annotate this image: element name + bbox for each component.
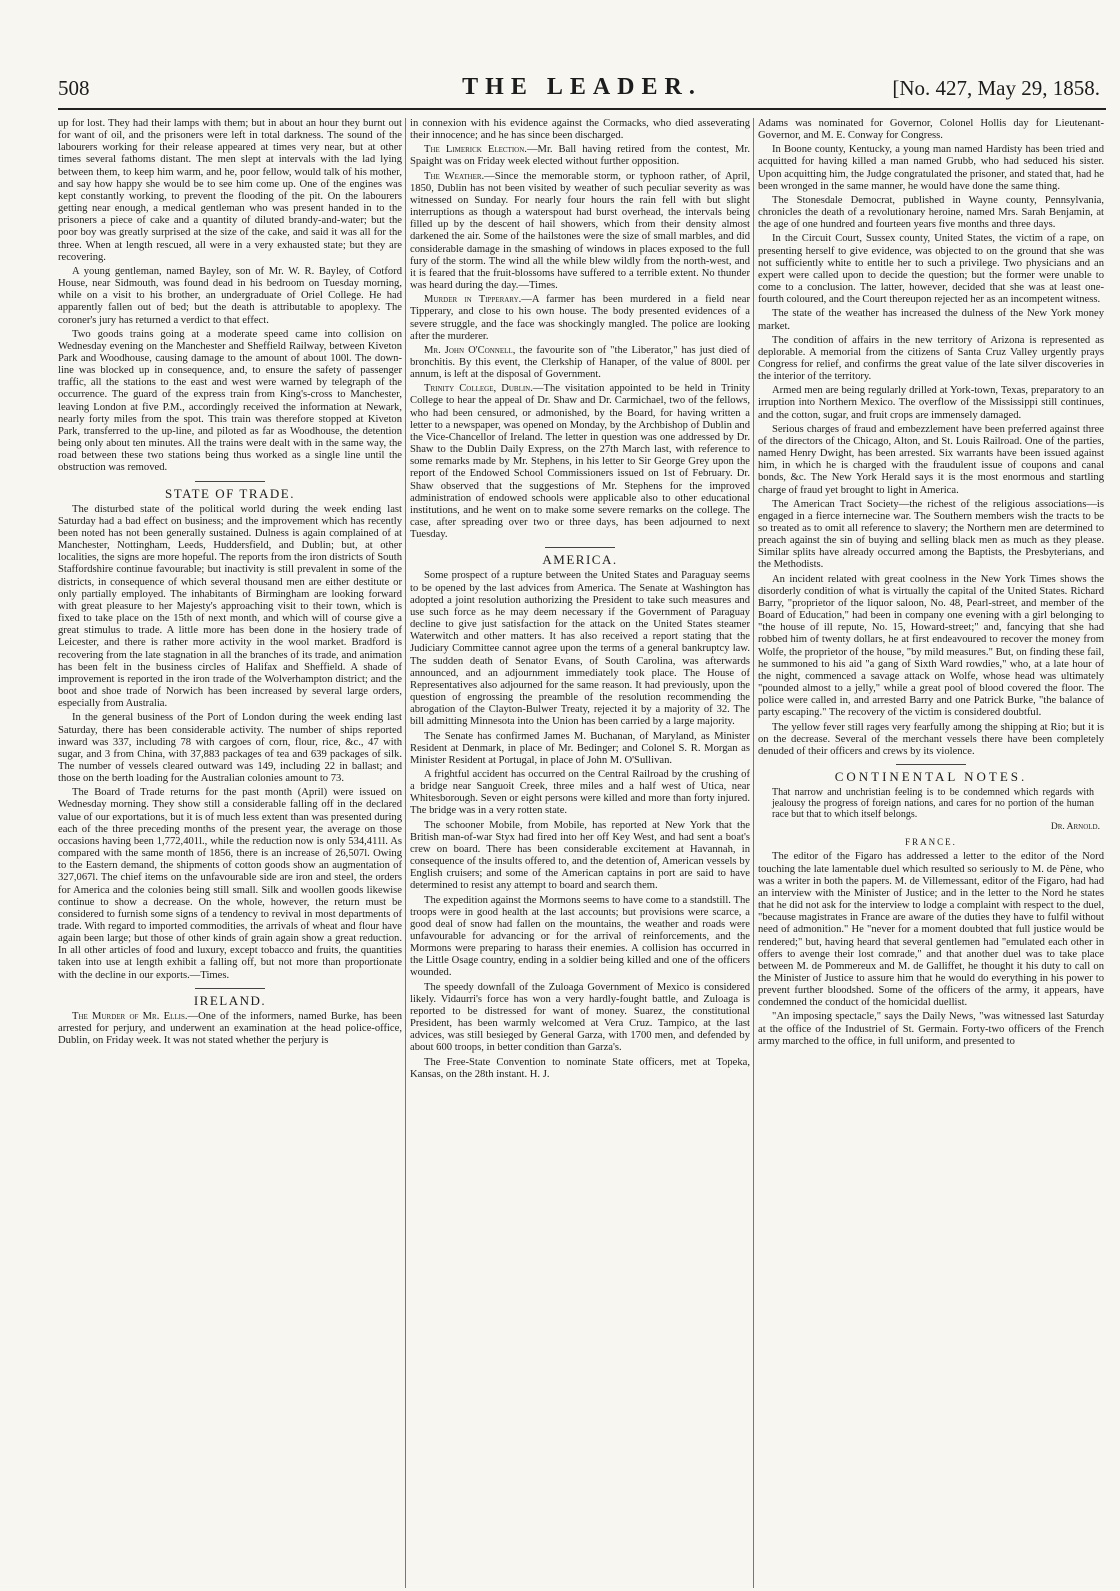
article-paragraph: The Senate has confirmed James M. Buchanan, of Maryland, as Minister Resident at Denmark, in place of Mr. Bedinger; and Colonel S. R. Morgan as Minister Resident at Portugal, in place of John M. O'Sullivan. xyxy=(410,730,750,766)
item-lead: Trinity College, Dublin. xyxy=(424,383,533,395)
article-paragraph xyxy=(410,294,750,343)
article-paragraph: The American Tract Society—the richest of the religious associations—is engaged in a fierce internecine war. The Southern members wish the tracts to be so treated as to omit all reference to slavery; the Northern men are determined to preach against the sin of buying and selling black men as much as they please. Similar splits have already occurred among the Baptists, the Presbyterians, and the Methodists. xyxy=(758,498,1104,571)
item-lead: Mr. John O'Connell, xyxy=(424,344,516,356)
item-lead: The Limerick Election. xyxy=(424,144,527,156)
section-rule xyxy=(195,988,265,989)
item-text: —A farmer has been murdered in a field near Tipperary, and close to his own house. The body presented evidences of a severe struggle, and the face was shockingly mangled. The police are looking after the murderer. xyxy=(410,294,750,342)
issue-info: [No. 427, May 29, 1858. xyxy=(892,76,1100,100)
article-paragraph: In the general business of the Port of London during the week ending last Saturday, there has been considerable activity. The number of ships reported inward was 337, including 78 with cargoes of corn, flour, rice, &c., 47 with sugar, and 3 from China, with 37,883 packages of tea and 639 packages of silk. The number of vessels cleared outward was 149, including 22 in ballast; and those on the berth loading for the Australian colonies amount to 73. xyxy=(58,712,402,785)
article-paragraph: The condition of affairs in the new territory of Arizona is represented as deplorable. A memorial from the citizens of Santa Cruz Valley urgently prays Congress for relief, and confirms the great value of the late silver discoveries in the interior of the territory. xyxy=(758,334,1104,383)
article-paragraph: up for lost. They had their lamps with them; but in about an hour they burnt out for want of oil, and the prisoners were left in total darkness. The sound of the labourers working for their release appeared at times very near, but at other times several fathoms distant. The men slept at intervals with the lad lying between them, to keep him warm, and he, poor fellow, would talk of his mother, and say how happy she would be to see him come up. One of the engines was kept constantly working, to prevent the flooding of the pit. On the labourers getting near enough, a medical gentleman who was present handed in to the prisoners a piece of cake and a quantity of diluted brandy-and-water; but the poor boy was greatly surprised at the size of the cake, and said it was all for the three. When at length rescued, all were in a very exhausted state; but they are recovering. xyxy=(58,118,402,263)
epigraph-quote: That narrow and unchristian feeling is to be condemned which regards with jealousy the progress of foreign nations, and cares for no portion of the human race but that to which itself belongs. xyxy=(772,787,1094,821)
item-lead: The Weather. xyxy=(424,170,485,182)
article-paragraph xyxy=(410,383,750,541)
section-rule xyxy=(195,481,265,482)
article-paragraph: Adams was nominated for Governor, Colonel Hollis day for Lieutenant-Governor, and M. E. Conway for Congress. xyxy=(758,118,1104,142)
article-paragraph: The yellow fever still rages very fearfully among the shipping at Rio; but it is on the decrease. Several of the merchant vessels there have been completely denuded of their officers and crews by its violence. xyxy=(758,721,1104,757)
item-lead: Murder in Tipperary. xyxy=(424,294,522,306)
item-text: the favourite son of "the Liberator," has just died of bronchitis. By this event, the Clerkship of Hanaper, of the value of 800l. per annum, is left at the disposal of Government. xyxy=(410,344,750,381)
item-text: —Mr. Ball having retired from the contest, Mr. Spaight was on Friday week elected without further opposition. xyxy=(410,144,750,168)
article-paragraph: Serious charges of fraud and embezzlement have been preferred against three of the directors of the Chicago, Alton, and St. Louis Railroad. One of the parties, named Henry Dwight, has been arrested. Six warrants have been issued against him, in which he is charged with the fraudulent issue of coupons and canal bonds, &c. The New York Herald says it is the most enormous and startling charge of fraud yet brought to light in America. xyxy=(758,423,1104,496)
subheading-france: FRANCE. xyxy=(905,837,957,848)
column-3 xyxy=(758,118,1104,1588)
article-paragraph: Two goods trains going at a moderate speed came into collision on Wednesday evening on the Manchester and Sheffield Railway, between Kiveton Park and Woodhouse, causing damage to the amount of about 100l. The down-line was blocked up in consequence, and, to ensure the safety of passenger traffic, all the stations to the east and west were warned by telegraph of the occurrence. The guard of the express train from King's-cross to Manchester, leaving London at five P.M., accordingly received the information at Newark, nearly forty miles from the spot. This train was therefore stopped at Kiveton Park, transferred to the up-line, and piloted as far as Woodhouse, the detention being only about ten minutes. All the trains were dealt with in the same way, the road between these two stations being thus worked as a single line until the obstruction was removed. xyxy=(58,328,402,474)
article-paragraph: The Board of Trade returns for the past month (April) were issued on Wednesday morning. They show still a considerable falling off in the declared value of our exportations, but it is of much less extent than was presented during each of the three preceding months of the present year, the average on those occasions having been 1,772,401l., while the reduction now is only 534,411l. As compared with the same month of 1856, there is an increase of 26,507l. Owing to the Eastern demand, the shipments of cotton goods show an augmentation of 327,067l. The chief items on the unfavourable side are iron and steel, the orders for America and the colonies being still small. Silk and woollen goods likewise continue to show a decrease. On the whole, however, the return must be considered to furnish some signs of a tendency to revival in most departments of trade. With regard to imported commodities, the arrivals of wheat and flour have again been large; but those of other kinds of grain again show a great reduction. In all other articles of food and luxury, except tobacco and fruits, the quantities taken into use at length exhibit a falling off, but not more than proportionate with the decline in our exports.—Times. xyxy=(58,787,402,981)
item-text: —Since the memorable storm, or typhoon rather, of April, 1850, Dublin has not been visited by weather of such peculiar severity as was witnessed on Sunday. For nearly four hours the rain fell with but slight interruptions as though a waterspout had burst overhead, the intervals being filled up by the descent of hail showers, which from their density almost darkened the air. Some of the hailstones were the size of small marbles, and did considerable damage in the smashing of windows in places exposed to the full fury of the storm. The wind all the while blew wildly from the north-west, and it is feared that the fruit-blossoms have suffered to a terrible extent. No thunder was heard during the day.—Times. xyxy=(410,170,750,292)
article-paragraph: A young gentleman, named Bayley, son of Mr. W. R. Bayley, of Cotford House, near Sidmouth, was found dead in his bedroom on Tuesday morning, while on a visit to his brother, an undergraduate of Oriel College. He had apparently fallen out of bed; but the death is attributable to apoplexy. The coroner's jury has returned a verdict to that effect. xyxy=(58,265,402,326)
section-heading-ireland: IRELAND. xyxy=(193,992,267,1008)
item-lead: The Murder of Mr. Ellis. xyxy=(72,1010,188,1022)
article-paragraph: in connexion with his evidence against the Cormacks, who died asseverating their innocence; and he has since been discharged. xyxy=(410,118,750,142)
article-paragraph: An incident related with great coolness in the New York Times shows the disorderly condition of what is virtually the capital of the United States. Richard Barry, "proprietor of the liquor saloon, No. 48, Pearl-street, and member of the Board of Education," had been in company one evening with a girl belonging to "the house of ill repute, No. 15, Howard-street;" and, fancying that she had robbed him of twenty dollars, he at first endeavoured to recover the money from Wolfe, the proprietor of the house, "by mild measures." But, on finding these fail, he summoned to his aid "a gang of Sixth Ward rowdies," who, at a late hour of the night, commenced a savage attack on Wolfe, whose head was ultimately "pounded almost to a jelly," while a great pool of blood covered the floor. The police were called in, and arrested Barry and one Patrick Burke, "the balance of party escaping." The recovery of the victim is considered doubtful. xyxy=(758,573,1104,719)
masthead xyxy=(58,74,1106,110)
newspaper-title: THE LEADER. xyxy=(462,74,702,100)
section-heading-continental: CONTINENTAL NOTES. xyxy=(834,768,1028,784)
article-paragraph xyxy=(410,144,750,168)
section-heading-america: AMERICA. xyxy=(542,552,618,568)
article-paragraph: The state of the weather has increased the dulness of the New York money market. xyxy=(758,308,1104,332)
article-paragraph: The editor of the Figaro has addressed a letter to the editor of the Nord touching the late lamentable duel which resulted so seriously to M. de Pène, who was a writer in both the papers. M. de Villemessant, editor of the Figaro, had had an interview with the Minister of Justice; and in the letter to the Nord he states that he did not ask for the interview to lodge a complaint with respect to the duel, "because magistrates in France are aware of the duties they have to fulfil without need of admonition." He "never for a moment doubted that full justice would be rendered;" but, having heard that several gentlemen had "emulated each other in offers to avenge their lost comrade," and that another duel was to take place between M. de Pommereux and M. de Galliffet, he thought it his duty to call on the Minister of Justice to assure him that he would do everything in his power to prevent further bloodshed. Some of the officers of the army, it appears, have condemned the conduct of the homicidal duellist. xyxy=(758,851,1104,1009)
article-paragraph xyxy=(410,345,750,381)
column-rule xyxy=(405,118,406,1588)
article-paragraph: The schooner Mobile, from Mobile, has reported at New York that the British man-of-war Styx had fired into her off Key West, and had sent a boat's crew on board. There has been considerable excitement at Havannah, in consequence of the insults offered to, and the detention of, American vessels by English cruisers; and some of the American captains in port are said to have determined to resist any attempt to board and search them. xyxy=(410,819,750,892)
section-rule xyxy=(545,547,615,548)
article-paragraph: The speedy downfall of the Zuloaga Government of Mexico is considered likely. Vidaurri's force has won a very hardly-fought battle, and Zuloaga is reported to be distressed for want of money. Suarez, the constitutional President, has been warmly welcomed at Vera Cruz. Tampico, at the last advices, was still besieged by General Garza, with 1700 men, and defended by about 600 troops, in better condition than Garza's. xyxy=(410,981,750,1054)
article-paragraph xyxy=(410,171,750,293)
page-number: 508 xyxy=(58,76,90,100)
item-text: —One of the informers, named Burke, has been arrested for perjury, and underwent an examination at the head police-office, Dublin, on Friday week. It was not stated whether the perjury is xyxy=(58,1010,402,1047)
item-text: —The visitation appointed to be held in Trinity College to hear the appeal of Dr. Shaw and Dr. Carmichael, two of the fellows, who had been censured, or admonished, by the Board, for having written a letter to a newspaper, was opened on Monday, by the Archbishop of Dublin and the Vice-Chancellor of Ireland. The letter in question was one addressed by Dr. Shaw to the Dublin Daily Express, on the 27th March last, with reference to some remarks made by Mr. Stephens, in his letter to Sir George Grey upon the report of the Endowed School Commissioners issued on 1st of February. Dr. Shaw observed that the suggestions of Mr. Stephens for the improved administration of endowed schools were applicable also to other educational institutions, and he went on to make some severe remarks on the college. The case, after spreading over two or three days, has been adjourned to next Tuesday. xyxy=(410,383,750,541)
article-paragraph: In Boone county, Kentucky, a young man named Hardisty has been tried and acquitted for having killed a man named Grubb, who had seduced his sister. Upon acquitting him, the Judge congratulated the prisoner, and stated that, had he been wronged in the same manner, he would have done the same thing. xyxy=(758,144,1104,192)
column-rule xyxy=(753,118,754,1588)
article-paragraph: A frightful accident has occurred on the Central Railroad by the crushing of a bridge near Sanguoit Creek, three miles and a half west of Utica, near Whitesborough. Seven or eight persons were killed and more than forty injured. The bridge was in a very rotten state. xyxy=(410,768,750,817)
article-paragraph: The Stonesdale Democrat, published in Wayne county, Pennsylvania, chronicles the death of a revolutionary heroine, named Mrs. Sarah Benjamin, at the age of one hundred and fourteen years five months and three days. xyxy=(758,194,1104,231)
column-1 xyxy=(58,118,402,1588)
article-paragraph xyxy=(58,1011,402,1047)
article-paragraph: The disturbed state of the political world during the week ending last Saturday had a bad effect on business; and the improvement which has recently been noted has not been generally sustained. Dulness is again complained of at Manchester, Nottingham, Leeds, Huddersfield, and Dublin; but, at other localities, the signs are more hopeful. The reports from the iron districts of South Staffordshire continue favourable; but inactivity is still prevalent in some of the districts, in consequence of which several thousand men are either destitute or only partially employed. The inhabitants of Birmingham are looking forward with great pleasure to her Majesty's approaching visit to their town, which is fixed to take place on the 15th of next month, and which will of course give a great stimulus to trade. A little more has been done in the hosiery trade of Leicester, and there is rather more activity in the wool market. Bradford is recovering from the late stagnation in all the branches of its trade, and animation has been felt in the business circles of Halifax and Sheffield. A shade of improvement is reported in the iron trade of the Wolverhampton district; and the boot and shoe trade of Norwich has been increased by several large orders, especially from Australia. xyxy=(58,503,402,710)
section-heading-trade: STATE OF TRADE. xyxy=(165,485,295,501)
quote-attribution: Dr. Arnold. xyxy=(1050,822,1100,833)
article-paragraph: "An imposing spectacle," says the Daily News, "was witnessed last Saturday at the office of the Industriel of St. Germain. Forty-two officers of the French army marched to the office, in full uniform, and presented to xyxy=(758,1011,1104,1047)
article-paragraph: The Free-State Convention to nominate State officers, met at Topeka, Kansas, on the 28th instant. H. J. xyxy=(410,1056,750,1080)
article-paragraph: Some prospect of a rupture between the United States and Paraguay seems to be opened by the last advices from America. The Senate at Washington has adopted a joint resolution authorizing the President to take such measures and use such force as he may deem necessary if the Government of Paraguay decline to give just satisfaction for the attack on the United States steamer Waterwitch and other matters. It has also received a report stating that the Judiciary Committee cannot agree upon the terms of a general bankruptcy law. The sudden death of Senator Evans, of South Carolina, was afterwards announced, and an adjournment immediately took place. The House of Representatives also adjourned for the same reason. It had previously, upon the question of engrossing the preamble of the resolution recommending the abrogation of the Clayton-Bulwer Treaty, rejected it by a majority of 32. The bill admitting Minnesota into the Union has been carried by a large majority. xyxy=(410,570,750,728)
article-paragraph: The expedition against the Mormons seems to have come to a standstill. The troops were in good health at the last accounts; but provisions were scarce, a good deal of snow had fallen on the mountains, the weather and roads were unfavourable for advancing or for the arrival of reinforcements, and the Mormons were preparing to harass their enemies. A collision has occurred in the Little Osage country, ending in a soldier being killed and one of the officers wounded. xyxy=(410,894,750,979)
section-rule xyxy=(896,764,966,765)
article-paragraph: Armed men are being regularly drilled at York-town, Texas, preparatory to an irruption into Northern Mexico. The overflow of the Mississippi still continues, and the cotton, sugar, and fruit crops are immensely damaged. xyxy=(758,385,1104,421)
article-paragraph: In the Circuit Court, Sussex county, United States, the victim of a rape, on presenting herself to give evidence, was objected to on the ground that she was not sufficiently white to entitle her to such a privilege. Two physicians and an expert were called upon to decide the question; but the former were unable to come to a conclusion. The latter, however, decided that she was at least one-fourth coloured, and the Court thereupon rejected her as an incompetent witness. xyxy=(758,233,1104,306)
column-2 xyxy=(410,118,750,1588)
